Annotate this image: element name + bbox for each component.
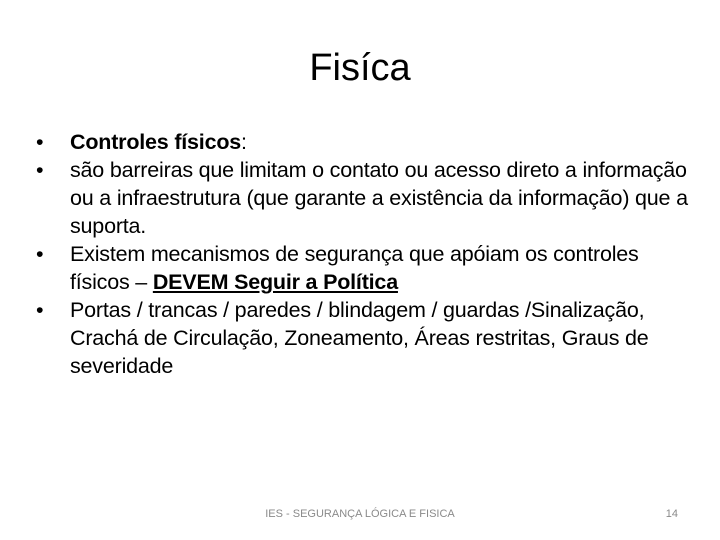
bullet-item-controles-fisicos	[36, 128, 696, 156]
slide-title: Fisíca	[309, 47, 411, 89]
bullet-marker: •	[36, 242, 44, 266]
bullet-text: Existem mecanismos de segurança que apóiam os controles físicos –	[70, 242, 639, 294]
bullet-item-portas	[36, 296, 696, 380]
bullet-list	[36, 128, 696, 380]
bullet-emphasis-text: DEVEM Seguir a Política	[152, 270, 398, 294]
bullet-bold-text: Controles físicos	[70, 130, 242, 154]
footer-text: IES - SEGURANÇA LÓGICA E FISICA	[265, 508, 455, 520]
bullet-item-barreiras	[36, 156, 696, 240]
bullet-text: Portas / trancas / paredes / blindagem / guardas /Sinalização, Crachá de Circulação, Zoneamento, Áreas restritas, Graus de severidade	[70, 298, 649, 378]
page-number: 14	[665, 508, 678, 520]
bullet-marker: •	[36, 298, 44, 322]
bullet-text: :	[241, 130, 247, 154]
bullet-marker: •	[36, 158, 44, 182]
bullet-marker: •	[36, 130, 44, 154]
bullet-text: são barreiras que limitam o contato ou acesso direto a informação ou a infraestrutura (que garante a existência da informação) que a suporta.	[70, 158, 688, 238]
bullet-item-mecanismos	[36, 240, 696, 296]
